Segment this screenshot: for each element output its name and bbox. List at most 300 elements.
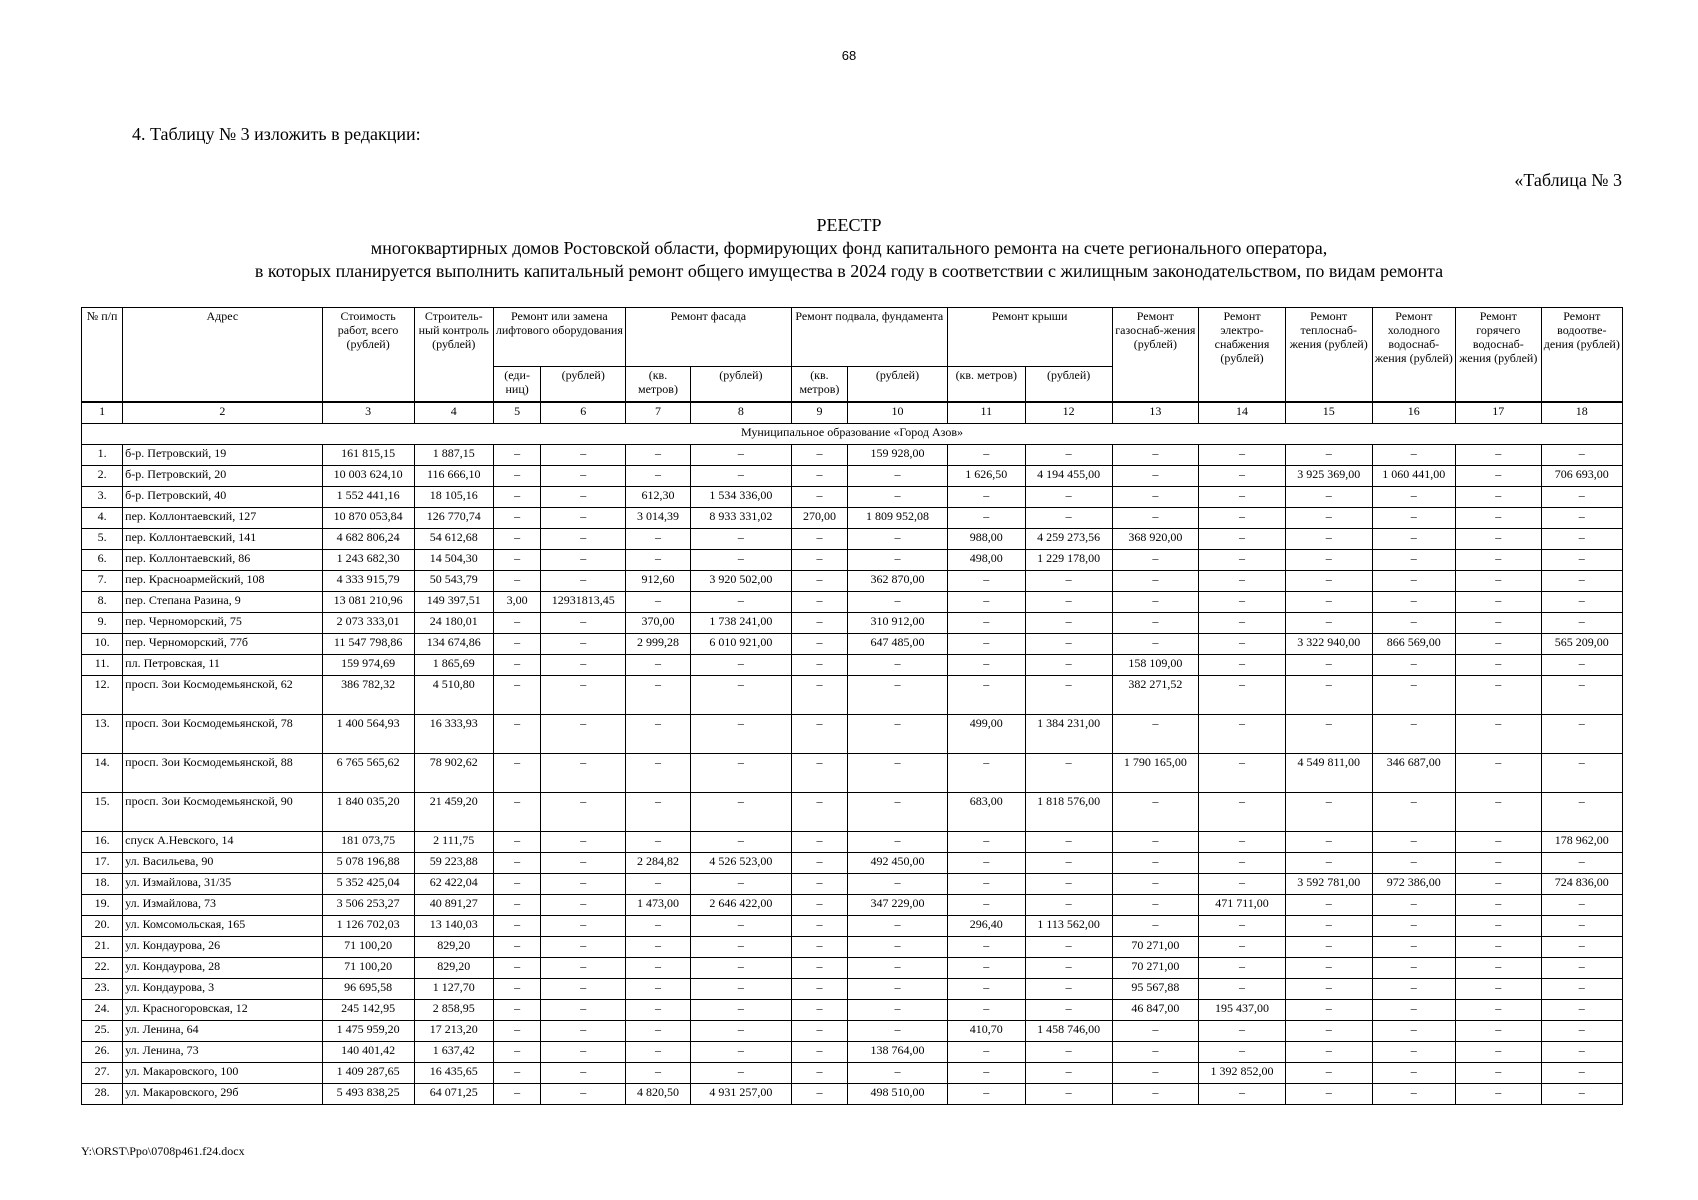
value-cell: – bbox=[1372, 1021, 1455, 1042]
value-cell: – bbox=[541, 754, 626, 793]
value-cell: – bbox=[791, 1063, 847, 1084]
value-cell: – bbox=[625, 1000, 690, 1021]
value-cell: – bbox=[1025, 754, 1112, 793]
column-number: 11 bbox=[947, 402, 1025, 424]
value-cell: 12931813,45 bbox=[541, 592, 626, 613]
value-cell: – bbox=[541, 958, 626, 979]
value-cell: – bbox=[1372, 793, 1455, 832]
value-cell: 5 078 196,88 bbox=[322, 853, 414, 874]
table-row bbox=[82, 895, 1623, 916]
value-cell: – bbox=[541, 937, 626, 958]
title-line-3: в которых планируется выполнить капитальный ремонт общего имущества в 2024 году в соответствии с жилищным законодательством, по видам ремонта bbox=[254, 261, 1444, 281]
value-cell: – bbox=[690, 715, 791, 754]
value-cell: 2 284,82 bbox=[625, 853, 690, 874]
value-cell: – bbox=[1456, 715, 1542, 754]
address-cell: просп. Зои Космодемьянской, 78 bbox=[123, 715, 322, 754]
value-cell: – bbox=[541, 715, 626, 754]
value-cell: – bbox=[947, 874, 1025, 895]
value-cell: – bbox=[1025, 874, 1112, 895]
address-cell: ул. Измайлова, 73 bbox=[123, 895, 322, 916]
value-cell: – bbox=[1025, 937, 1112, 958]
value-cell: – bbox=[690, 445, 791, 466]
value-cell: 2 111,75 bbox=[414, 832, 493, 853]
value-cell: – bbox=[493, 571, 541, 592]
value-cell: – bbox=[1541, 676, 1622, 715]
value-cell: – bbox=[1541, 592, 1622, 613]
value-cell: – bbox=[625, 655, 690, 676]
value-cell: – bbox=[493, 715, 541, 754]
value-cell: – bbox=[541, 1021, 626, 1042]
value-cell: – bbox=[791, 754, 847, 793]
value-cell: – bbox=[791, 466, 847, 487]
value-cell: – bbox=[690, 874, 791, 895]
value-cell: 6 765 565,62 bbox=[322, 754, 414, 793]
value-cell: 3 506 253,27 bbox=[322, 895, 414, 916]
value-cell: – bbox=[791, 634, 847, 655]
value-cell: – bbox=[947, 487, 1025, 508]
value-cell: – bbox=[1456, 1021, 1542, 1042]
value-cell: 96 695,58 bbox=[322, 979, 414, 1000]
value-cell: – bbox=[848, 754, 948, 793]
column-number: 6 bbox=[541, 402, 626, 424]
value-cell: – bbox=[1541, 895, 1622, 916]
row-number-cell: 6. bbox=[82, 550, 123, 571]
value-cell: – bbox=[541, 529, 626, 550]
header-roof-rub: (рублей) bbox=[1025, 367, 1112, 403]
address-cell: ул. Кондаурова, 3 bbox=[123, 979, 322, 1000]
value-cell: – bbox=[1112, 1021, 1199, 1042]
value-cell: – bbox=[1285, 895, 1372, 916]
value-cell: – bbox=[493, 655, 541, 676]
value-cell: – bbox=[493, 634, 541, 655]
value-cell: 1 790 165,00 bbox=[1112, 754, 1199, 793]
value-cell: 972 386,00 bbox=[1372, 874, 1455, 895]
value-cell: – bbox=[541, 655, 626, 676]
value-cell: – bbox=[1541, 1042, 1622, 1063]
column-number: 3 bbox=[322, 402, 414, 424]
column-number: 5 bbox=[493, 402, 541, 424]
value-cell: – bbox=[1025, 895, 1112, 916]
header-lift-units: (еди-ниц) bbox=[493, 367, 541, 403]
value-cell: – bbox=[1541, 613, 1622, 634]
header-control: Строитель-ный контроль (рублей) bbox=[414, 308, 493, 403]
value-cell: 1 809 952,08 bbox=[848, 508, 948, 529]
value-cell: – bbox=[541, 916, 626, 937]
row-number-cell: 7. bbox=[82, 571, 123, 592]
value-cell: – bbox=[791, 487, 847, 508]
value-cell: 126 770,74 bbox=[414, 508, 493, 529]
value-cell: – bbox=[1285, 715, 1372, 754]
header-num: № п/п bbox=[82, 308, 123, 403]
value-cell: – bbox=[1199, 445, 1286, 466]
value-cell: 64 071,25 bbox=[414, 1084, 493, 1105]
value-cell: 410,70 bbox=[947, 1021, 1025, 1042]
value-cell: 647 485,00 bbox=[848, 634, 948, 655]
value-cell: – bbox=[1541, 1084, 1622, 1105]
value-cell: – bbox=[791, 592, 847, 613]
value-cell: 866 569,00 bbox=[1372, 634, 1455, 655]
value-cell: 13 140,03 bbox=[414, 916, 493, 937]
value-cell: 912,60 bbox=[625, 571, 690, 592]
value-cell: – bbox=[1025, 1000, 1112, 1021]
value-cell: – bbox=[1285, 613, 1372, 634]
row-number-cell: 27. bbox=[82, 1063, 123, 1084]
table-row bbox=[82, 937, 1623, 958]
value-cell: 829,20 bbox=[414, 958, 493, 979]
value-cell: – bbox=[1199, 754, 1286, 793]
value-cell: – bbox=[848, 676, 948, 715]
value-cell: – bbox=[541, 832, 626, 853]
value-cell: – bbox=[947, 508, 1025, 529]
value-cell: – bbox=[1285, 655, 1372, 676]
address-cell: ул. Ленина, 73 bbox=[123, 1042, 322, 1063]
address-cell: ул. Измайлова, 31/35 bbox=[123, 874, 322, 895]
value-cell: – bbox=[1199, 655, 1286, 676]
value-cell: 1 637,42 bbox=[414, 1042, 493, 1063]
row-number-cell: 22. bbox=[82, 958, 123, 979]
address-cell: ул. Макаровского, 100 bbox=[123, 1063, 322, 1084]
value-cell: 178 962,00 bbox=[1541, 832, 1622, 853]
address-cell: пер. Красноармейский, 108 bbox=[123, 571, 322, 592]
value-cell: – bbox=[1199, 793, 1286, 832]
value-cell: – bbox=[1285, 1021, 1372, 1042]
header-cost: Стоимость работ, всего (рублей) bbox=[322, 308, 414, 403]
table-row bbox=[82, 634, 1623, 655]
value-cell: – bbox=[1199, 487, 1286, 508]
value-cell: – bbox=[690, 592, 791, 613]
value-cell: 1 738 241,00 bbox=[690, 613, 791, 634]
value-cell: – bbox=[1199, 979, 1286, 1000]
column-number: 16 bbox=[1372, 402, 1455, 424]
footer-file-path: Y:\ORST\Ppo\0708p461.f24.docx bbox=[81, 1144, 245, 1158]
registry-table bbox=[81, 307, 1623, 1105]
value-cell: – bbox=[541, 634, 626, 655]
value-cell: – bbox=[1372, 1042, 1455, 1063]
header-address: Адрес bbox=[123, 308, 322, 403]
value-cell: – bbox=[1541, 793, 1622, 832]
row-number-cell: 20. bbox=[82, 916, 123, 937]
value-cell: – bbox=[1372, 571, 1455, 592]
table-row bbox=[82, 655, 1623, 676]
header-sewer: Ремонт водоотве-дения (рублей) bbox=[1541, 308, 1622, 403]
table-body bbox=[82, 424, 1623, 1105]
value-cell: 1 552 441,16 bbox=[322, 487, 414, 508]
value-cell: 21 459,20 bbox=[414, 793, 493, 832]
value-cell: 4 549 811,00 bbox=[1285, 754, 1372, 793]
value-cell: 3 920 502,00 bbox=[690, 571, 791, 592]
value-cell: 471 711,00 bbox=[1199, 895, 1286, 916]
value-cell: – bbox=[1112, 916, 1199, 937]
value-cell: 2 646 422,00 bbox=[690, 895, 791, 916]
value-cell: – bbox=[947, 937, 1025, 958]
value-cell: – bbox=[1456, 832, 1542, 853]
value-cell: – bbox=[1285, 832, 1372, 853]
value-cell: – bbox=[791, 529, 847, 550]
value-cell: – bbox=[1285, 592, 1372, 613]
value-cell: – bbox=[625, 916, 690, 937]
value-cell: 1 840 035,20 bbox=[322, 793, 414, 832]
value-cell: 1 409 287,65 bbox=[322, 1063, 414, 1084]
value-cell: – bbox=[625, 832, 690, 853]
table-row bbox=[82, 676, 1623, 715]
value-cell: 134 674,86 bbox=[414, 634, 493, 655]
value-cell: 499,00 bbox=[947, 715, 1025, 754]
value-cell: 116 666,10 bbox=[414, 466, 493, 487]
value-cell: – bbox=[493, 853, 541, 874]
value-cell: – bbox=[791, 1000, 847, 1021]
table-label: «Таблица № 3 bbox=[1514, 170, 1622, 190]
value-cell: – bbox=[541, 979, 626, 1000]
value-cell: 1 060 441,00 bbox=[1372, 466, 1455, 487]
value-cell: 4 682 806,24 bbox=[322, 529, 414, 550]
registry-title bbox=[0, 214, 1698, 283]
value-cell: 706 693,00 bbox=[1541, 466, 1622, 487]
value-cell: – bbox=[791, 1084, 847, 1105]
value-cell: – bbox=[1285, 793, 1372, 832]
address-cell: ул. Макаровского, 29б bbox=[123, 1084, 322, 1105]
value-cell: – bbox=[493, 916, 541, 937]
value-cell: – bbox=[541, 1042, 626, 1063]
value-cell: – bbox=[493, 1021, 541, 1042]
value-cell: 1 865,69 bbox=[414, 655, 493, 676]
value-cell: – bbox=[1456, 550, 1542, 571]
header-lift: Ремонт или замена лифтового оборудования bbox=[493, 308, 625, 367]
municipality-label: Муниципальное образование «Город Азов» bbox=[82, 424, 1623, 445]
value-cell: 1 384 231,00 bbox=[1025, 715, 1112, 754]
value-cell: 4 510,80 bbox=[414, 676, 493, 715]
value-cell: – bbox=[1456, 895, 1542, 916]
table-row bbox=[82, 529, 1623, 550]
value-cell: – bbox=[947, 1084, 1025, 1105]
value-cell: – bbox=[1541, 1021, 1622, 1042]
address-cell: просп. Зои Космодемьянской, 62 bbox=[123, 676, 322, 715]
table-row bbox=[82, 793, 1623, 832]
value-cell: 59 223,88 bbox=[414, 853, 493, 874]
table-row bbox=[82, 979, 1623, 1000]
value-cell: – bbox=[690, 1000, 791, 1021]
header-cold: Ремонт холодного водоснаб-жения (рублей) bbox=[1372, 308, 1455, 403]
address-cell: просп. Зои Космодемьянской, 88 bbox=[123, 754, 322, 793]
value-cell: 159 928,00 bbox=[848, 445, 948, 466]
value-cell: 347 229,00 bbox=[848, 895, 948, 916]
value-cell: – bbox=[1285, 916, 1372, 937]
value-cell: 1 392 852,00 bbox=[1199, 1063, 1286, 1084]
value-cell: 71 100,20 bbox=[322, 937, 414, 958]
value-cell: – bbox=[1541, 853, 1622, 874]
value-cell: – bbox=[1456, 1084, 1542, 1105]
value-cell: 18 105,16 bbox=[414, 487, 493, 508]
value-cell: – bbox=[1372, 853, 1455, 874]
value-cell: – bbox=[1456, 613, 1542, 634]
table-row bbox=[82, 715, 1623, 754]
value-cell: – bbox=[493, 937, 541, 958]
value-cell: – bbox=[848, 466, 948, 487]
value-cell: – bbox=[1456, 676, 1542, 715]
value-cell: – bbox=[1541, 571, 1622, 592]
value-cell: – bbox=[1199, 874, 1286, 895]
value-cell: – bbox=[1025, 1063, 1112, 1084]
header-facade: Ремонт фасада bbox=[625, 308, 791, 367]
table-row bbox=[82, 754, 1623, 793]
value-cell: – bbox=[625, 550, 690, 571]
value-cell: – bbox=[1025, 1042, 1112, 1063]
value-cell: – bbox=[1199, 832, 1286, 853]
row-number-cell: 17. bbox=[82, 853, 123, 874]
value-cell: 4 259 273,56 bbox=[1025, 529, 1112, 550]
value-cell: – bbox=[1541, 445, 1622, 466]
value-cell: – bbox=[541, 571, 626, 592]
value-cell: – bbox=[1112, 1063, 1199, 1084]
value-cell: – bbox=[1541, 715, 1622, 754]
column-number: 2 bbox=[123, 402, 322, 424]
value-cell: – bbox=[791, 1042, 847, 1063]
value-cell: 1 113 562,00 bbox=[1025, 916, 1112, 937]
value-cell: – bbox=[791, 793, 847, 832]
value-cell: – bbox=[1456, 487, 1542, 508]
column-number: 7 bbox=[625, 402, 690, 424]
value-cell: 159 974,69 bbox=[322, 655, 414, 676]
value-cell: 1 243 682,30 bbox=[322, 550, 414, 571]
value-cell: 498,00 bbox=[947, 550, 1025, 571]
value-cell: – bbox=[1541, 979, 1622, 1000]
table-row bbox=[82, 853, 1623, 874]
value-cell: – bbox=[690, 832, 791, 853]
value-cell: – bbox=[947, 592, 1025, 613]
value-cell: – bbox=[1112, 466, 1199, 487]
value-cell: 24 180,01 bbox=[414, 613, 493, 634]
value-cell: 346 687,00 bbox=[1372, 754, 1455, 793]
value-cell: 4 333 915,79 bbox=[322, 571, 414, 592]
value-cell: 13 081 210,96 bbox=[322, 592, 414, 613]
value-cell: – bbox=[541, 445, 626, 466]
table-row bbox=[82, 1000, 1623, 1021]
table-row bbox=[82, 466, 1623, 487]
value-cell: – bbox=[848, 592, 948, 613]
value-cell: 382 271,52 bbox=[1112, 676, 1199, 715]
value-cell: – bbox=[848, 655, 948, 676]
value-cell: – bbox=[690, 466, 791, 487]
value-cell: – bbox=[1372, 676, 1455, 715]
row-number-cell: 11. bbox=[82, 655, 123, 676]
value-cell: – bbox=[690, 529, 791, 550]
value-cell: – bbox=[848, 529, 948, 550]
value-cell: – bbox=[791, 445, 847, 466]
column-number: 9 bbox=[791, 402, 847, 424]
value-cell: – bbox=[1112, 634, 1199, 655]
row-number-cell: 3. bbox=[82, 487, 123, 508]
value-cell: – bbox=[947, 676, 1025, 715]
value-cell: – bbox=[1285, 487, 1372, 508]
value-cell: 11 547 798,86 bbox=[322, 634, 414, 655]
value-cell: – bbox=[1025, 508, 1112, 529]
value-cell: 368 920,00 bbox=[1112, 529, 1199, 550]
value-cell: – bbox=[791, 853, 847, 874]
value-cell: – bbox=[1112, 895, 1199, 916]
value-cell: – bbox=[541, 613, 626, 634]
value-cell: – bbox=[493, 895, 541, 916]
address-cell: пер. Коллонтаевский, 127 bbox=[123, 508, 322, 529]
value-cell: – bbox=[1456, 958, 1542, 979]
value-cell: – bbox=[947, 979, 1025, 1000]
value-cell: – bbox=[1199, 676, 1286, 715]
header-facade-rub: (рублей) bbox=[690, 367, 791, 403]
table-row bbox=[82, 613, 1623, 634]
value-cell: – bbox=[848, 1063, 948, 1084]
value-cell: 78 902,62 bbox=[414, 754, 493, 793]
value-cell: 565 209,00 bbox=[1541, 634, 1622, 655]
row-number-cell: 5. bbox=[82, 529, 123, 550]
value-cell: – bbox=[947, 634, 1025, 655]
value-cell: – bbox=[1456, 937, 1542, 958]
value-cell: 386 782,32 bbox=[322, 676, 414, 715]
table-row bbox=[82, 916, 1623, 937]
value-cell: – bbox=[1372, 1000, 1455, 1021]
value-cell: – bbox=[1541, 487, 1622, 508]
row-number-cell: 9. bbox=[82, 613, 123, 634]
header-basement-sqm: (кв. метров) bbox=[791, 367, 847, 403]
value-cell: 4 820,50 bbox=[625, 1084, 690, 1105]
value-cell: – bbox=[493, 487, 541, 508]
value-cell: – bbox=[1199, 571, 1286, 592]
value-cell: – bbox=[1285, 979, 1372, 1000]
value-cell: – bbox=[493, 832, 541, 853]
value-cell: – bbox=[1456, 916, 1542, 937]
value-cell: – bbox=[541, 508, 626, 529]
value-cell: – bbox=[1112, 832, 1199, 853]
value-cell: – bbox=[1541, 1000, 1622, 1021]
value-cell: – bbox=[1025, 592, 1112, 613]
value-cell: – bbox=[690, 550, 791, 571]
value-cell: – bbox=[1456, 466, 1542, 487]
row-number-cell: 13. bbox=[82, 715, 123, 754]
value-cell: – bbox=[947, 895, 1025, 916]
row-number-cell: 1. bbox=[82, 445, 123, 466]
value-cell: 370,00 bbox=[625, 613, 690, 634]
value-cell: – bbox=[1285, 1000, 1372, 1021]
value-cell: – bbox=[1456, 655, 1542, 676]
table-row bbox=[82, 1084, 1623, 1105]
value-cell: 245 142,95 bbox=[322, 1000, 414, 1021]
value-cell: – bbox=[1112, 571, 1199, 592]
address-cell: ул. Кондаурова, 26 bbox=[123, 937, 322, 958]
row-number-cell: 10. bbox=[82, 634, 123, 655]
value-cell: – bbox=[848, 958, 948, 979]
value-cell: 71 100,20 bbox=[322, 958, 414, 979]
value-cell: – bbox=[1199, 529, 1286, 550]
value-cell: – bbox=[947, 655, 1025, 676]
value-cell: – bbox=[1372, 550, 1455, 571]
value-cell: 4 931 257,00 bbox=[690, 1084, 791, 1105]
row-number-cell: 4. bbox=[82, 508, 123, 529]
value-cell: – bbox=[493, 793, 541, 832]
value-cell: – bbox=[1285, 1063, 1372, 1084]
table-row bbox=[82, 832, 1623, 853]
value-cell: – bbox=[541, 874, 626, 895]
value-cell: 3 925 369,00 bbox=[1285, 466, 1372, 487]
value-cell: 195 437,00 bbox=[1199, 1000, 1286, 1021]
value-cell: – bbox=[1372, 529, 1455, 550]
value-cell: – bbox=[1456, 853, 1542, 874]
value-cell: – bbox=[1372, 1063, 1455, 1084]
value-cell: – bbox=[1199, 508, 1286, 529]
value-cell: – bbox=[791, 958, 847, 979]
value-cell: – bbox=[1285, 571, 1372, 592]
value-cell: – bbox=[1112, 508, 1199, 529]
value-cell: 161 815,15 bbox=[322, 445, 414, 466]
value-cell: – bbox=[625, 979, 690, 1000]
value-cell: – bbox=[1199, 958, 1286, 979]
value-cell: – bbox=[1541, 529, 1622, 550]
